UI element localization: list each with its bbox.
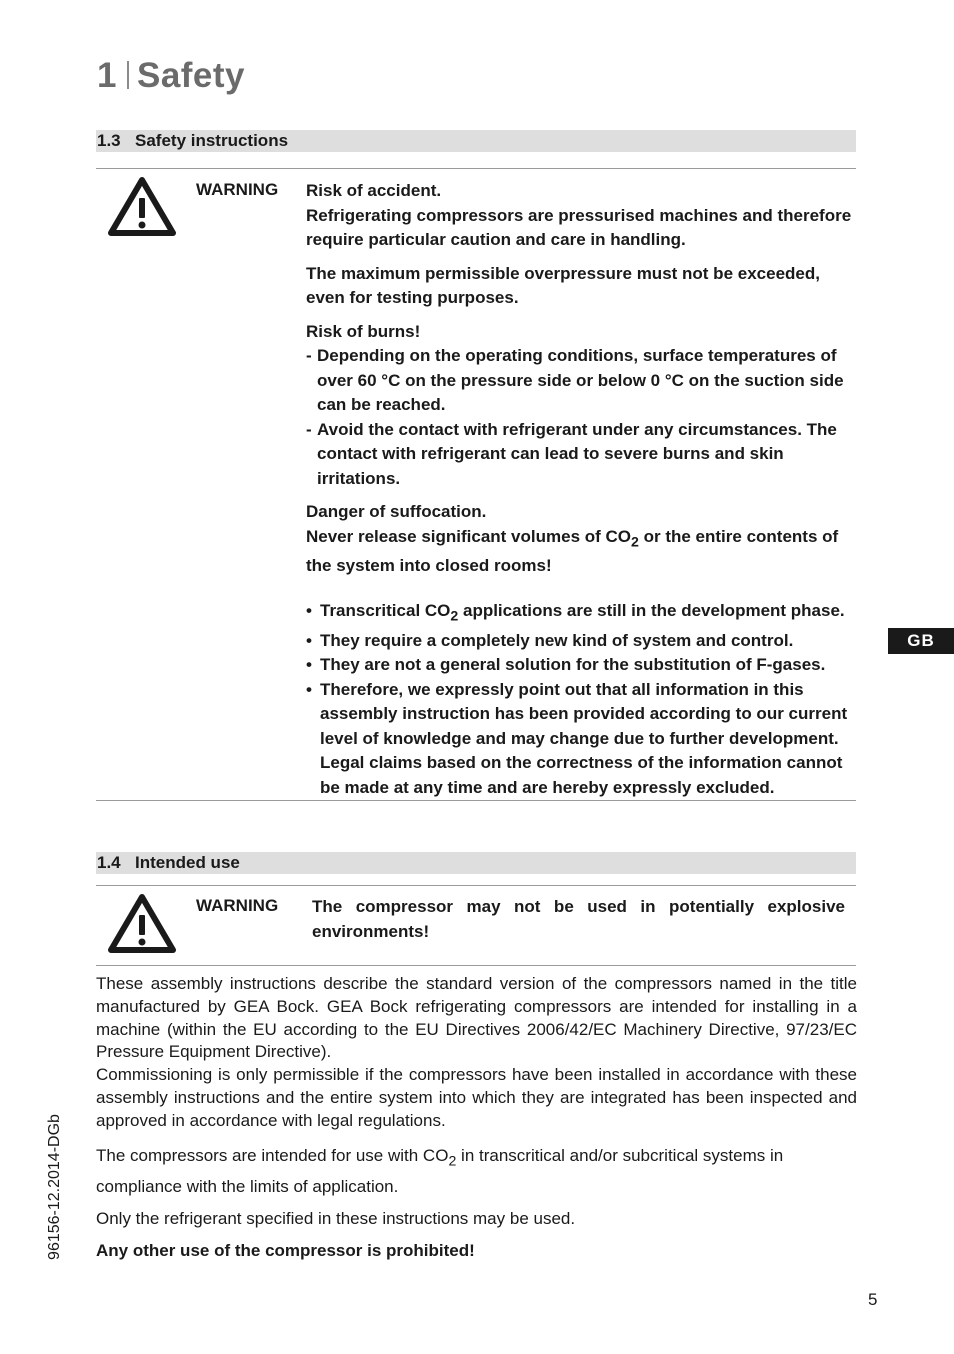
divider	[96, 800, 856, 801]
list-item: • Therefore, we expressly point out that all information in this assembly instruction has been provided according to our current level of knowledge and may change due to further development. Legal claims based on the correctness of the information cannot be made at any time and are hereby expressly excluded.	[306, 678, 854, 801]
list-item: • They are not a general solution for the substitution of F-gases.	[306, 653, 854, 678]
warning-triangle-icon	[108, 176, 176, 236]
divider	[96, 885, 856, 886]
divider	[96, 965, 856, 966]
paragraph-4: Only the refrigerant specified in these instructions may be used.	[96, 1208, 576, 1228]
chapter-title	[97, 56, 245, 96]
section-title: Safety instructions	[135, 131, 289, 150]
warning-label: WARNING	[196, 896, 279, 915]
paragraph-1: These assembly instructions describe the standard version of the compressors named in the title manufactured by GEA Bock. GEA Bock refrigerating compressors are intended for installing in a machine (within the EU according to the EU Directives 2006/42/EC Machinery Directive, 97/23/EC Pressure Equipment Directive).	[96, 974, 857, 1062]
bullet-4: Therefore, we expressly point out that all information in this assembly instruction has been provided according to our current level of knowledge and may change due to further development. Legal claims based on the correctness of the information cannot be made at any time and are hereby expressly excluded.	[320, 679, 848, 797]
chapter-name: Safety	[136, 56, 246, 95]
burns-item-2: Avoid the contact with refrigerant under any circumstances. The contact with refrigerant can lead to severe burns and skin irritations.	[317, 419, 837, 488]
list-item: • They require a completely new kind of system and control.	[306, 629, 854, 654]
overpressure-text: The maximum permissible overpressure must not be exceeded, even for testing purposes.	[306, 263, 820, 307]
section-number: 1.4	[97, 853, 121, 872]
chapter-number: 1	[97, 56, 117, 95]
section-number: 1.3	[97, 131, 121, 150]
warning-triangle-icon	[108, 893, 176, 953]
paragraph-5: Any other use of the compressor is prohibited!	[96, 1240, 475, 1260]
list-item: - Depending on the operating conditions, surface temperatures of over 60 °C on the pressure side or below 0 °C on the suction side can be reached.	[306, 344, 854, 418]
divider	[96, 168, 856, 169]
list-item: - Avoid the contact with refrigerant under any circumstances. The contact with refrigerant can lead to severe burns and skin irritations.	[306, 418, 854, 492]
list-item: • Transcritical $CO_2$ applications are still in the development phase.	[306, 599, 854, 629]
language-tab: GB	[888, 628, 954, 654]
page-number: 5	[868, 1290, 878, 1309]
bullet-1: Transcritical $CO_2$ applications are still in the development phase.	[320, 600, 845, 625]
section-heading-safety-instructions	[96, 130, 856, 152]
title-divider	[127, 61, 129, 89]
bullet-3: They are not a general solution for the substitution of F-gases.	[320, 655, 826, 675]
paragraph-2: Commissioning is only permissible if the compressors have been installed in accordance with these assembly instructions and the entire system into which they are integrated has been inspected and approved in accordance with legal regulations.	[96, 1065, 857, 1130]
section-heading-intended-use	[96, 852, 856, 874]
accident-text: Refrigerating compressors are pressurised machines and therefore require particular caution and care in handling.	[306, 205, 852, 249]
section-title: Intended use	[135, 853, 240, 872]
suffocation-title: Danger of suffocation.	[306, 502, 487, 521]
burns-title: Risk of burns!	[306, 321, 421, 341]
intended-use-body	[96, 973, 857, 1263]
bullet-2: They require a completely new kind of system and control.	[320, 630, 794, 650]
safety-warning-text	[306, 179, 854, 800]
paragraph-3: The compressors are intended for use with $CO_2$ in transcritical and/or subcritical systems in compliance with the limits of application.	[96, 1145, 784, 1196]
accident-title: Risk of accident.	[306, 181, 442, 200]
intended-use-warning-text: The compressor may not be used in potentially explosive environments!	[312, 897, 845, 941]
suffocation-text: Never release significant volumes of $CO_2$ or the entire contents of the system into closed rooms!	[306, 526, 839, 576]
document-number: 96156-12.2014-DGb	[46, 1114, 63, 1260]
warning-label: WARNING	[196, 180, 279, 199]
burns-item-1: Depending on the operating conditions, surface temperatures of over 60 °C on the pressure side or below 0 °C on the suction side can be reached.	[317, 346, 844, 414]
